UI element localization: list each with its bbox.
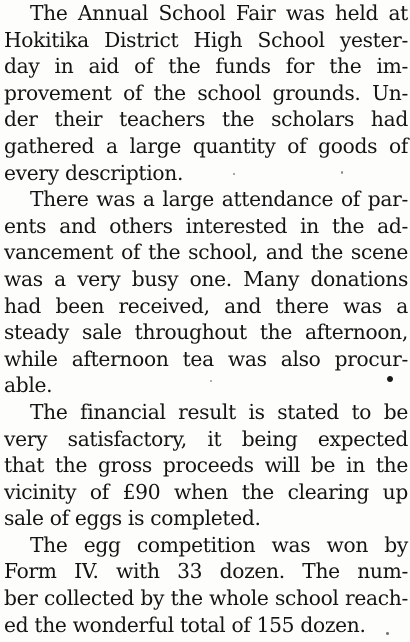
paragraph-egg-competition <box>4 532 408 638</box>
paragraph-school-fair <box>4 0 408 186</box>
article-line: every description. <box>4 160 184 185</box>
article-line: Form IV. with 33 dozen. The num- <box>4 559 408 584</box>
print-speck <box>386 632 389 635</box>
article-line: provement of the school grounds. Un- <box>4 80 408 105</box>
article-line: had been received, and there was a <box>4 293 408 318</box>
article-line: ber collected by the whole school reach- <box>4 586 408 611</box>
article-line: ed the wonderful total of 155 dozen. <box>4 612 366 637</box>
article-line: vicinity of £90 when the clearing up <box>4 479 408 504</box>
article-line: able. <box>4 373 53 398</box>
print-speck <box>387 376 393 382</box>
print-speck <box>341 171 343 174</box>
article-line: The egg competition was won by <box>30 532 408 557</box>
article-line: der their teachers the scholars had <box>4 107 408 132</box>
article-line: vancement of the school, and the scene <box>4 240 408 265</box>
article-line: steady sale throughout the afternoon, <box>4 320 408 345</box>
article-line: day in aid of the funds for the im- <box>4 54 408 79</box>
article-line: while afternoon tea was also procur- <box>4 346 408 371</box>
paragraph-attendance <box>4 186 408 399</box>
article-line: Hokitika District High School yester- <box>4 27 408 52</box>
print-speck <box>210 380 212 382</box>
article-line: that the gross proceeds will be in the <box>4 453 408 478</box>
article-line: very satisfactory, it being expected <box>4 426 408 451</box>
article-line: ents and others interested in the ad- <box>4 213 408 238</box>
article-body <box>4 0 408 638</box>
article-line: sale of eggs is completed. <box>4 506 261 531</box>
article-line: The Annual School Fair was held at <box>30 1 408 25</box>
article-line: There was a large attendance of par- <box>30 187 408 212</box>
article-line: The financial result is stated to be <box>30 399 408 424</box>
article-line: gathered a large quantity of goods of <box>4 133 408 158</box>
article-line: was a very busy one. Many donations <box>4 266 408 291</box>
print-speck <box>233 173 235 175</box>
paragraph-financial-result <box>4 399 408 532</box>
